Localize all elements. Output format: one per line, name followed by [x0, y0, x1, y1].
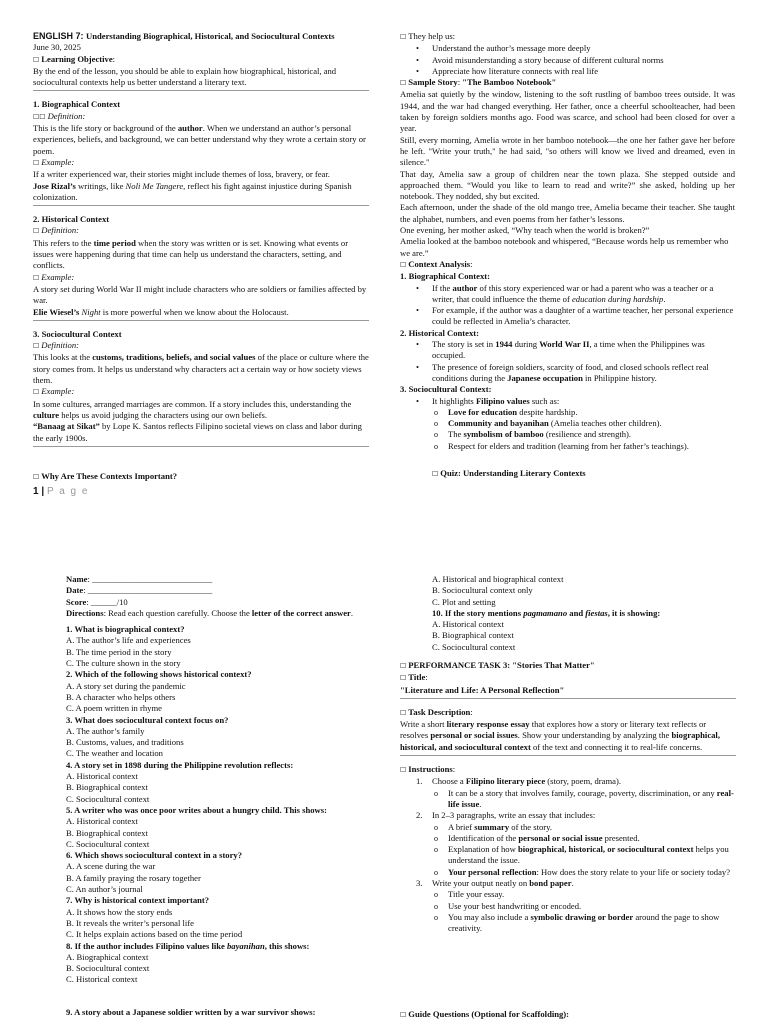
checkbox-icon: ☐ [400, 1011, 407, 1019]
list-item: o Respect for elders and tradition (learning from her father’s teachings). [448, 441, 735, 452]
answer-option: B. Sociocultural context [66, 963, 150, 974]
list-item: o Love for education despite hardship. [448, 407, 735, 418]
definition-label: ☐☐ Definition: [33, 111, 369, 123]
story-paragraph: Amelia looked at the bamboo notebook and whispered, “Because words help us remember who we are.” [400, 236, 729, 258]
checkbox-icon: ☐ [33, 227, 40, 236]
story-paragraph: Each afternoon, under the shade of the old mango tree, Amelia became their teacher. She taught the alphabet, numbers, and even poems from her father’s lessons. [400, 202, 735, 224]
task-description: Write a short literary response essay that explores how a story or literary text reflects or resolves personal or social issues. Show your understanding by analyzing the biographical, historical, and sociocultural context of the text and connecting it to real-life concerns. [400, 719, 720, 752]
quiz-question: 8. If the author includes Filipino values like bayanihan, this shows: A. Biographical context B. Sociocultural context C. Historical context [66, 941, 366, 986]
answer-option: C. Sociocultural context [432, 641, 516, 652]
checkbox-icon: ☐ [33, 158, 40, 167]
list-item: • Appreciate how literature connects with real life [432, 66, 735, 77]
quiz-question: 1. What is biographical context? A. The author’s life and experiences B. The time period in the story C. The culture shown in the story [66, 624, 366, 669]
quiz-question: 10. If the story mentions pagmamano and fiestas, it is showing: [432, 607, 661, 618]
list-item: • For example, if the author was a daughter of a wartime teacher, her personal experience could be reflected in Amelia’s character. [432, 305, 735, 328]
list-item: o The symbolism of bamboo (resilience and strength). [448, 429, 735, 440]
checkbox-icon: ☐ [33, 342, 40, 351]
directions: Directions: Read each question carefully. Choose the letter of the correct answer. [66, 607, 354, 618]
answer-option: B. Biographical context [66, 782, 148, 793]
guide-questions-heading: ☐ Guide Questions (Optional for Scaffolding): [400, 1009, 569, 1021]
task-description-label: ☐ Task Description: [400, 707, 736, 719]
biographical-example-1: If a writer experienced war, their stories might include themes of loss, bravery, or fear. [33, 169, 330, 180]
answer-option: A. A scene during the war [66, 861, 156, 872]
answer-option: B. Biographical context [66, 827, 148, 838]
answer-option: A. Historical context [66, 816, 138, 827]
date-field: Date: _____________________________ [66, 585, 213, 596]
analysis-sociocultural-list [400, 396, 735, 407]
example-label: ☐ Example: [33, 272, 369, 284]
document-date: June 30, 2025 [33, 42, 81, 53]
biographical-definition: This is the life story or background of the author. When we understand an author’s personal experiences, beliefs, and background, we can better understand why they wrote a certain story or poem. [33, 123, 366, 156]
list-item: o Community and bayanihan (Amelia teaches other children). [448, 418, 735, 429]
answer-option: A. The author’s family [66, 725, 145, 736]
learning-objective-text: By the end of the lesson, you should be able to explain how biographical, historical, and sociocultural contexts help us better understand a literary text. [33, 65, 337, 88]
analysis-historical-list [400, 339, 735, 384]
document-title: ENGLISH 7: Understanding Biographical, Historical, and Sociocultural Contexts [33, 31, 335, 41]
page1-left-column [33, 31, 369, 449]
page1-right-column [400, 31, 735, 452]
checkbox-icon: ☐ [400, 674, 407, 683]
context-analysis-heading: ☐ Context Analysis: [400, 259, 735, 271]
instructions-list [400, 776, 736, 934]
page-label: P a g e [46, 486, 89, 497]
answer-option: B. Biographical context [432, 630, 514, 641]
answer-option: A. Historical context [66, 771, 138, 782]
list-item: 3. Write your output neatly on bond paper. o Title your essay. o Use your best handwriting or encoded. o You may also include a symbolic drawing or border around the page to show creativity. [432, 878, 736, 934]
title-label: ☐ Title: [400, 672, 736, 684]
divider [400, 698, 736, 699]
analysis-biographical-list [400, 283, 735, 328]
story-paragraph: That day, Amelia saw a group of children near the town plaza. She stepped outside and approached them. “Would you like to learn to read and write?” she asked, holding up her notebook. They nodded, shy but excited. [400, 168, 735, 202]
answer-option: A. Biographical context [66, 951, 149, 962]
story-paragraph: Amelia sat quietly by the window, listening to the soft rustling of bamboo trees outside. It was 1944, and the war had changed everything. Her father, once a cheerful schoolteacher, had been taken by foreign soldiers months ago. Food was scarce, and school had been closed for over a year. [400, 89, 735, 134]
list-item: o You may also include a symbolic drawing or border around the page to show creativity. [448, 912, 736, 935]
sociocultural-example-1: In some cultures, arranged marriages are common. If a story includes this, understanding the culture helps us avoid judging the characters using our own beliefs. [33, 398, 352, 420]
historical-example-2: Elie Wiesel’s Night is more powerful when we know about the Holocaust. [33, 306, 289, 317]
list-item: • Understand the author’s message more deeply [432, 43, 735, 54]
list-item: o A brief summary of the story. [448, 822, 736, 833]
divider [33, 446, 369, 447]
quiz-question: 6. Which shows sociocultural context in a story? A. A scene during the war B. A family praying the rosary together C. An author’s journal [66, 850, 366, 895]
checkbox-icon: ☐ [33, 273, 40, 282]
list-item: 1. Choose a Filipino literary piece (story, poem, drama). o It can be a story that involves family, courage, poverty, discrimination, or any real-life issue. [432, 776, 736, 810]
divider [33, 320, 369, 321]
page-footer: 1 | P a g e [33, 486, 89, 497]
quiz-question: 7. Why is historical context important? A. It shows how the story ends B. It reveals the writer’s personal life C. It helps explain actions based on the time period [66, 895, 366, 940]
answer-option: C. A poem written in rhyme [66, 703, 162, 714]
answer-option: C. An author’s journal [66, 884, 143, 895]
biographical-heading: 1. Biographical Context [33, 99, 121, 110]
checkbox-icon: ☐☐ [33, 112, 46, 121]
list-item: • Avoid misunderstanding a story because of different cultural norms [432, 55, 735, 66]
checkbox-icon: ☐ [400, 708, 407, 717]
sample-story-heading: ☐ Sample Story: "The Bamboo Notebook" [400, 77, 735, 89]
score-field: Score: ______/10 [66, 596, 128, 607]
page2-right-column [432, 574, 736, 653]
definition-label: ☐ Definition: [33, 225, 369, 237]
analysis-sociocultural-heading: 3. Sociocultural Context: [400, 384, 492, 395]
example-label: ☐ Example: [33, 157, 369, 169]
answer-option: C. It helps explain actions based on the time period [66, 929, 243, 940]
instructions-label: ☐ Instructions: [400, 764, 736, 776]
answer-option: B. Sociocultural context only [432, 585, 533, 596]
task-title: "Literature and Life: A Personal Reflection" [400, 684, 565, 695]
definition-label: ☐ Definition: [33, 340, 369, 352]
checkbox-icon: ☐ [400, 79, 407, 88]
learning-objective-heading: ☐ Learning Objective: [33, 54, 369, 66]
answer-option: C. The culture shown in the story [66, 658, 181, 669]
answer-option: C. The weather and location [66, 748, 163, 759]
answer-option: A. A story set during the pandemic [66, 680, 186, 691]
answer-option: A. Historical context [432, 619, 504, 630]
historical-definition: This refers to the time period when the story was written or is set. Knowing what events or issues were happening during that time can help us understand the characters, setting, and conflicts. [33, 237, 349, 271]
answer-option: C. Sociocultural context [66, 793, 150, 804]
name-field: Name: ____________________________ [66, 574, 213, 584]
help-intro: ☐ They help us: [400, 31, 735, 43]
checkbox-icon: ☐ [400, 260, 407, 269]
sociocultural-definition: This looks at the customs, traditions, beliefs, and social values of the place or culture where the story comes from. It helps us understand why characters act a certain way or how society views them. [33, 352, 369, 386]
story-paragraph: One evening, her mother asked, “Why teach when the world is broken?” [400, 225, 650, 236]
divider [400, 755, 736, 756]
checkbox-icon: ☐ [33, 473, 40, 481]
answer-option: B. The time period in the story [66, 646, 172, 657]
answer-option: B. A character who helps others [66, 691, 176, 702]
performance-task [400, 660, 736, 935]
performance-task-heading: ☐ PERFORMANCE TASK 3: "Stories That Matter" [400, 660, 736, 672]
analysis-biographical-heading: 1. Biographical Context: [400, 271, 491, 282]
list-item: • The presence of foreign soldiers, scarcity of food, and closed schools reflect real conditions during the Japanese occupation in Philippine history. [432, 362, 735, 385]
answer-option: B. It reveals the writer’s personal life [66, 917, 194, 928]
help-list [400, 43, 735, 77]
answer-option: A. It shows how the story ends [66, 906, 173, 917]
historical-example-1: A story set during World War II might include characters who are soldiers or families affected by war. [33, 283, 367, 306]
checkbox-icon: ☐ [400, 662, 407, 670]
answer-option: C. Sociocultural context [66, 838, 150, 849]
list-item: o Title your essay. [448, 889, 736, 900]
list-item: o Your personal reflection: How does the story relate to your life or society today? [448, 867, 736, 878]
values-list [400, 407, 735, 452]
story-paragraph: Still, every morning, Amelia wrote in her bamboo notebook—the one her father gave her before he left. "Write your truth," he had said, "so others will know we lived and dreamed, even in silence." [400, 134, 735, 168]
list-item: • It highlights Filipino values such as: [432, 396, 735, 407]
answer-option: B. A family praying the rosary together [66, 872, 201, 883]
divider [33, 90, 369, 91]
checkbox-icon: ☐ [33, 55, 40, 64]
answer-option: A. Historical and biographical context [432, 574, 564, 584]
quiz-question: 5. A writer who was once poor writes about a hungry child. This shows: A. Historical context B. Biographical context C. Sociocultural context [66, 805, 366, 850]
historical-heading: 2. Historical Context [33, 214, 110, 225]
quiz-heading: ☐ Quiz: Understanding Literary Contexts [432, 468, 586, 480]
analysis-historical-heading: 2. Historical Context: [400, 327, 480, 338]
biographical-example-2: Jose Rizal’s writings, like Noli Me Tangere, reflect his fight against injustice during Spanish colonization. [33, 180, 352, 202]
quiz-question-9: 9. A story about a Japanese soldier written by a war survivor shows: [66, 1007, 316, 1017]
list-item: o It can be a story that involves family, courage, poverty, discrimination, or any real-life issue. [448, 788, 736, 811]
checkbox-icon: ☐ [400, 33, 407, 41]
list-item: o Explanation of how biographical, historical, or sociocultural context helps you understand the issue. [448, 844, 736, 867]
answer-option: C. Historical context [66, 974, 138, 985]
list-item: • The story is set in 1944 during World War II, a time when the Philippines was occupied. [432, 339, 735, 362]
list-item: o Use your best handwriting or encoded. [448, 901, 736, 912]
page2-left-column [66, 574, 366, 986]
divider [33, 205, 369, 206]
list-item: • If the author of this story experienced war or had a parent who was a teacher or a writer, that could influence the theme of education during hardship. [432, 283, 735, 306]
quiz-question: 4. A story set in 1898 during the Philippine revolution reflects: A. Historical context B. Biographical context C. Sociocultural context [66, 760, 366, 805]
example-label: ☐ Example: [33, 386, 369, 398]
answer-option: A. The author’s life and experiences [66, 635, 191, 646]
sociocultural-heading: 3. Sociocultural Context [33, 328, 122, 339]
quiz-question: 3. What does sociocultural context focus on? A. The author’s family B. Customs, values, and traditions C. The weather and location [66, 715, 366, 760]
sociocultural-example-2: “Banaag at Sikat” by Lope K. Santos reflects Filipino societal views on class and labor during the early 1900s. [33, 421, 362, 443]
checkbox-icon: ☐ [400, 766, 407, 775]
list-item: o Identification of the personal or social issue presented. [448, 833, 736, 844]
answer-option: B. Customs, values, and traditions [66, 737, 184, 748]
page-number: 1 [33, 486, 39, 497]
checkbox-icon: ☐ [432, 470, 439, 478]
quiz-question: 2. Which of the following shows historical context? A. A story set during the pandemic B. A character who helps others C. A poem written in rhyme [66, 669, 366, 714]
answer-option: C. Plot and setting [432, 596, 496, 607]
why-important-heading: ☐ Why Are These Contexts Important? [33, 471, 177, 483]
checkbox-icon: ☐ [33, 388, 40, 397]
list-item: 2. In 2–3 paragraphs, write an essay that includes: o A brief summary of the story. o Identification of the personal or social issue presented. o Explanation of how biographical, historical, or sociocultural context helps you understand the issue. o Your personal reflection: How does the story relate to your life or society today? [432, 810, 736, 878]
